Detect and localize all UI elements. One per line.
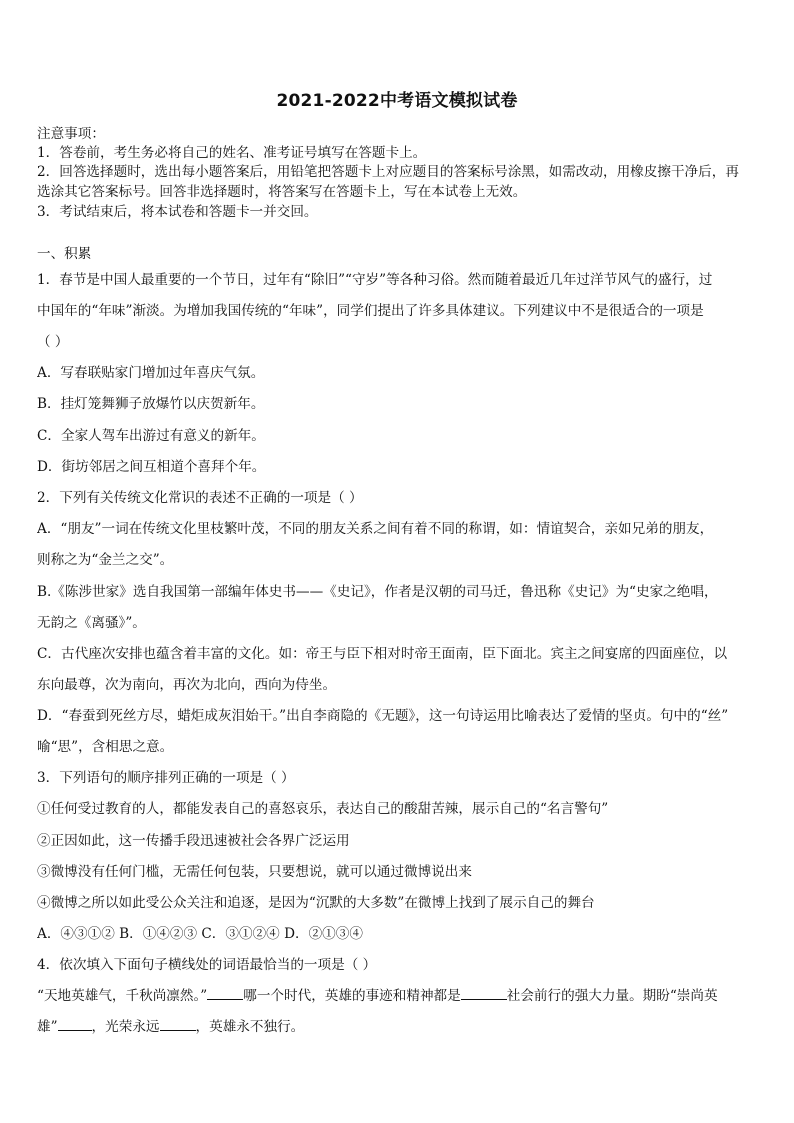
question-1-option-c: C．全家人驾车出游过有意义的新年。	[37, 428, 265, 444]
question-3-stem: 3．下列语句的顺序排列正确的一项是（ ）	[37, 770, 295, 786]
question-1-line: （ ）	[37, 334, 69, 350]
answer-blank	[207, 987, 243, 1000]
question-1-option-b: B．挂灯笼舞狮子放爆竹以庆贺新年。	[37, 396, 265, 412]
question-4-text: ，英雄永不独行。	[195, 1019, 305, 1035]
answer-blank	[461, 987, 507, 1000]
question-3-line: ②正因如此，这一传播手段迅速被社会各界广泛运用	[37, 833, 350, 849]
question-4-line	[37, 1018, 759, 1036]
question-2-line: A．“朋友”一词在传统文化里枝繁叶茂，不同的朋友关系之间有着不同的称谓，如：情谊契合，亲如兄弟的朋友，	[37, 521, 714, 537]
question-2-line: 喻“思”，含相思之意。	[37, 739, 174, 755]
question-2-line: B.《陈涉世家》选自我国第一部编年体史书——《史记》，作者是汉朝的司马迁，鲁迅称《史记》为“史家之绝唱，	[37, 584, 718, 600]
notice-item: 选涂其它答案标号。回答非选择题时，将答案写在答题卡上，写在本试卷上无效。	[37, 184, 527, 200]
question-1-line: 中国年的“年味”渐淡。为增加我国传统的“年味”，同学们提出了许多具体建议。下列建议中不是很适合的一项是	[37, 303, 704, 319]
question-2-line: C．古代座次安排也蕴含着丰富的文化。如：帝王与臣下相对时帝王面南，臣下面北。宾主之间宴席的四面座位，以	[37, 646, 728, 662]
question-2-line: 无韵之《离骚》”。	[37, 615, 146, 631]
question-1-option-a: A．写春联贴家门增加过年喜庆气氛。	[37, 365, 265, 381]
question-3-line: ③微博没有任何门槛，无需任何包装，只要想说，就可以通过微博说出来	[37, 864, 472, 880]
notice-item: 1．答卷前，考生务必将自己的姓名、准考证号填写在答题卡上。	[37, 145, 427, 161]
question-3-line: ④微博之所以如此受公众关注和追逐，是因为“沉默的大多数”在微博上找到了展示自己的舞台	[37, 895, 595, 911]
question-1-line: 1．春节是中国人最重要的一个节日，过年有“除旧”“守岁”等各种习俗。然而随着最近几年过洋节风气的盛行，过	[37, 272, 713, 288]
question-2-line: 东向最尊，次为南向，再次为北向，西向为侍坐。	[37, 677, 337, 693]
question-2-stem: 2．下列有关传统文化常识的表述不正确的一项是（ ）	[37, 490, 363, 506]
question-3-line: ①任何受过教育的人，都能发表自己的喜怒哀乐，表达自己的酸甜苦辣，展示自己的“名言警句”	[37, 801, 609, 817]
question-4-text: ，光荣永远	[91, 1019, 160, 1035]
page-title: 2021-2022中考语文模拟试卷	[276, 91, 518, 111]
notice-heading: 注意事项：	[37, 126, 105, 142]
question-1-option-d: D．街坊邻居之间互相道个喜拜个年。	[37, 459, 266, 475]
question-2-line: 则称之为“金兰之交”。	[37, 552, 174, 568]
question-2-line: D．“春蚕到死丝方尽，蜡炬成灰泪始干。”出自李商隐的《无题》，这一句诗运用比喻表达了爱情的坚贞。句中的“丝”	[37, 708, 729, 724]
section-heading: 一、积累	[37, 246, 92, 262]
question-4-stem: 4．依次填入下面句子横线处的词语最恰当的一项是（ ）	[37, 957, 377, 973]
answer-blank	[58, 1018, 92, 1031]
question-4-text: “天地英雄气，千秋尚凛然。”	[37, 988, 208, 1004]
notice-item: 3．考试结束后，将本试卷和答题卡一并交回。	[37, 204, 318, 220]
question-4-line	[37, 987, 759, 1005]
question-4-text: 哪一个时代，英雄的事迹和精神都是	[243, 988, 461, 1004]
question-4-text: 雄”	[37, 1019, 58, 1035]
answer-blank	[160, 1018, 196, 1031]
question-3-options: A．④③①② B．①④②③ C．③①②④ D．②①③④	[37, 926, 363, 942]
notice-item: 2．回答选择题时，选出每小题答案后，用铅笔把答题卡上对应题目的答案标号涂黑，如需改动，用橡皮擦干净后，再	[37, 164, 739, 180]
question-4-text: 社会前行的强大力量。期盼“崇尚英	[506, 988, 718, 1004]
